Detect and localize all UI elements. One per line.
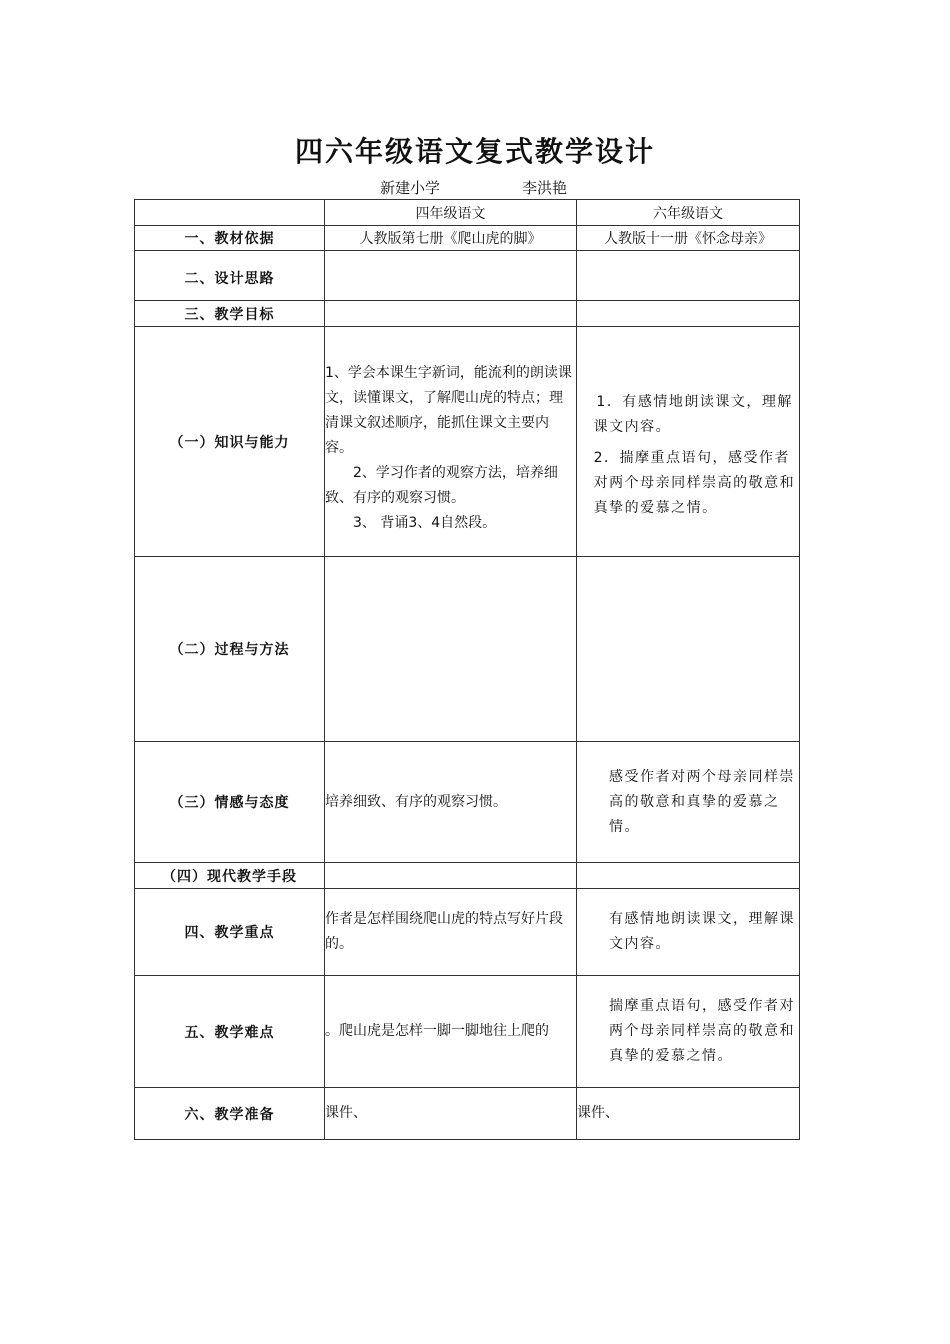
- table-row: [135, 327, 800, 557]
- row-label-key: 四、教学重点: [135, 889, 325, 976]
- table-row: [135, 251, 800, 301]
- idea-grade4: [325, 251, 577, 301]
- table-row: [135, 863, 800, 889]
- row-label-emotion: （三）情感与态度: [135, 742, 325, 863]
- table-header-row: [135, 200, 800, 226]
- row-label-difficulty: 五、教学难点: [135, 976, 325, 1088]
- modern-grade4: [325, 863, 577, 889]
- key-grade6: 有感情地朗读课文，理解课文内容。: [577, 889, 800, 976]
- basis-grade4: 人教版第七册《爬山虎的脚》: [325, 226, 577, 251]
- row-label-preparation: 六、教学准备: [135, 1088, 325, 1140]
- table-row: [135, 889, 800, 976]
- table-row: [135, 742, 800, 863]
- author-name: 李洪艳: [522, 179, 568, 197]
- table-row: [135, 557, 800, 742]
- header-grade6: 六年级语文: [577, 200, 800, 226]
- row-label-goals: 三、教学目标: [135, 301, 325, 327]
- table-row: [135, 226, 800, 251]
- preparation-grade4: 课件、: [325, 1088, 577, 1140]
- knowledge-grade4: [325, 327, 577, 557]
- idea-grade6: [577, 251, 800, 301]
- lesson-plan-table: [134, 199, 800, 1140]
- table-row: [135, 1088, 800, 1140]
- knowledge-grade4-item-2: 2、学习作者的观察方法，培养细致、有序的观察习惯。: [325, 465, 558, 506]
- knowledge-grade6-item-2: 2．揣摩重点语句，感受作者对两个母亲同样崇高的敬意和真挚的爱慕之情。: [593, 450, 796, 516]
- table-row: [135, 976, 800, 1088]
- row-label-process: （二）过程与方法: [135, 557, 325, 742]
- process-grade4: [325, 557, 577, 742]
- goals-grade6: [577, 301, 800, 327]
- knowledge-grade4-item-3: 3、 背诵3、4自然段。: [353, 515, 497, 531]
- basis-grade6: 人教版十一册《怀念母亲》: [577, 226, 800, 251]
- key-grade4: 作者是怎样围绕爬山虎的特点写好片段的。: [325, 889, 577, 976]
- row-label-modern: （四）现代教学手段: [135, 863, 325, 889]
- row-label-basis: 一、教材依据: [135, 226, 325, 251]
- row-label-knowledge: （一）知识与能力: [135, 327, 325, 557]
- header-corner: [135, 200, 325, 226]
- header-grade4: 四年级语文: [325, 200, 577, 226]
- modern-grade6: [577, 863, 800, 889]
- process-grade6: [577, 557, 800, 742]
- knowledge-grade4-item-1: 1、学会本课生字新词，能流利的朗读课文，读懂课文，了解爬山虎的特点；理清课文叙述顺序，能抓住课文主要内容。: [325, 365, 572, 456]
- goals-grade4: [325, 301, 577, 327]
- row-label-idea: 二、设计思路: [135, 251, 325, 301]
- document-title: 四六年级语文复式教学设计: [294, 135, 655, 168]
- preparation-grade6: 课件、: [577, 1088, 800, 1140]
- difficulty-grade6: 揣摩重点语句，感受作者对两个母亲同样崇高的敬意和真挚的爱慕之情。: [577, 976, 800, 1088]
- emotion-grade6: 感受作者对两个母亲同样崇高的敬意和真挚的爱慕之情。: [577, 742, 800, 863]
- difficulty-grade4: 。爬山虎是怎样一脚一脚地往上爬的: [325, 976, 577, 1088]
- table-row: [135, 301, 800, 327]
- knowledge-grade6-item-1: 1．有感情地朗读课文，理解课文内容。: [593, 394, 793, 435]
- knowledge-grade6: [577, 327, 800, 557]
- emotion-grade4: 培养细致、有序的观察习惯。: [325, 742, 577, 863]
- school-name: 新建小学: [380, 179, 441, 197]
